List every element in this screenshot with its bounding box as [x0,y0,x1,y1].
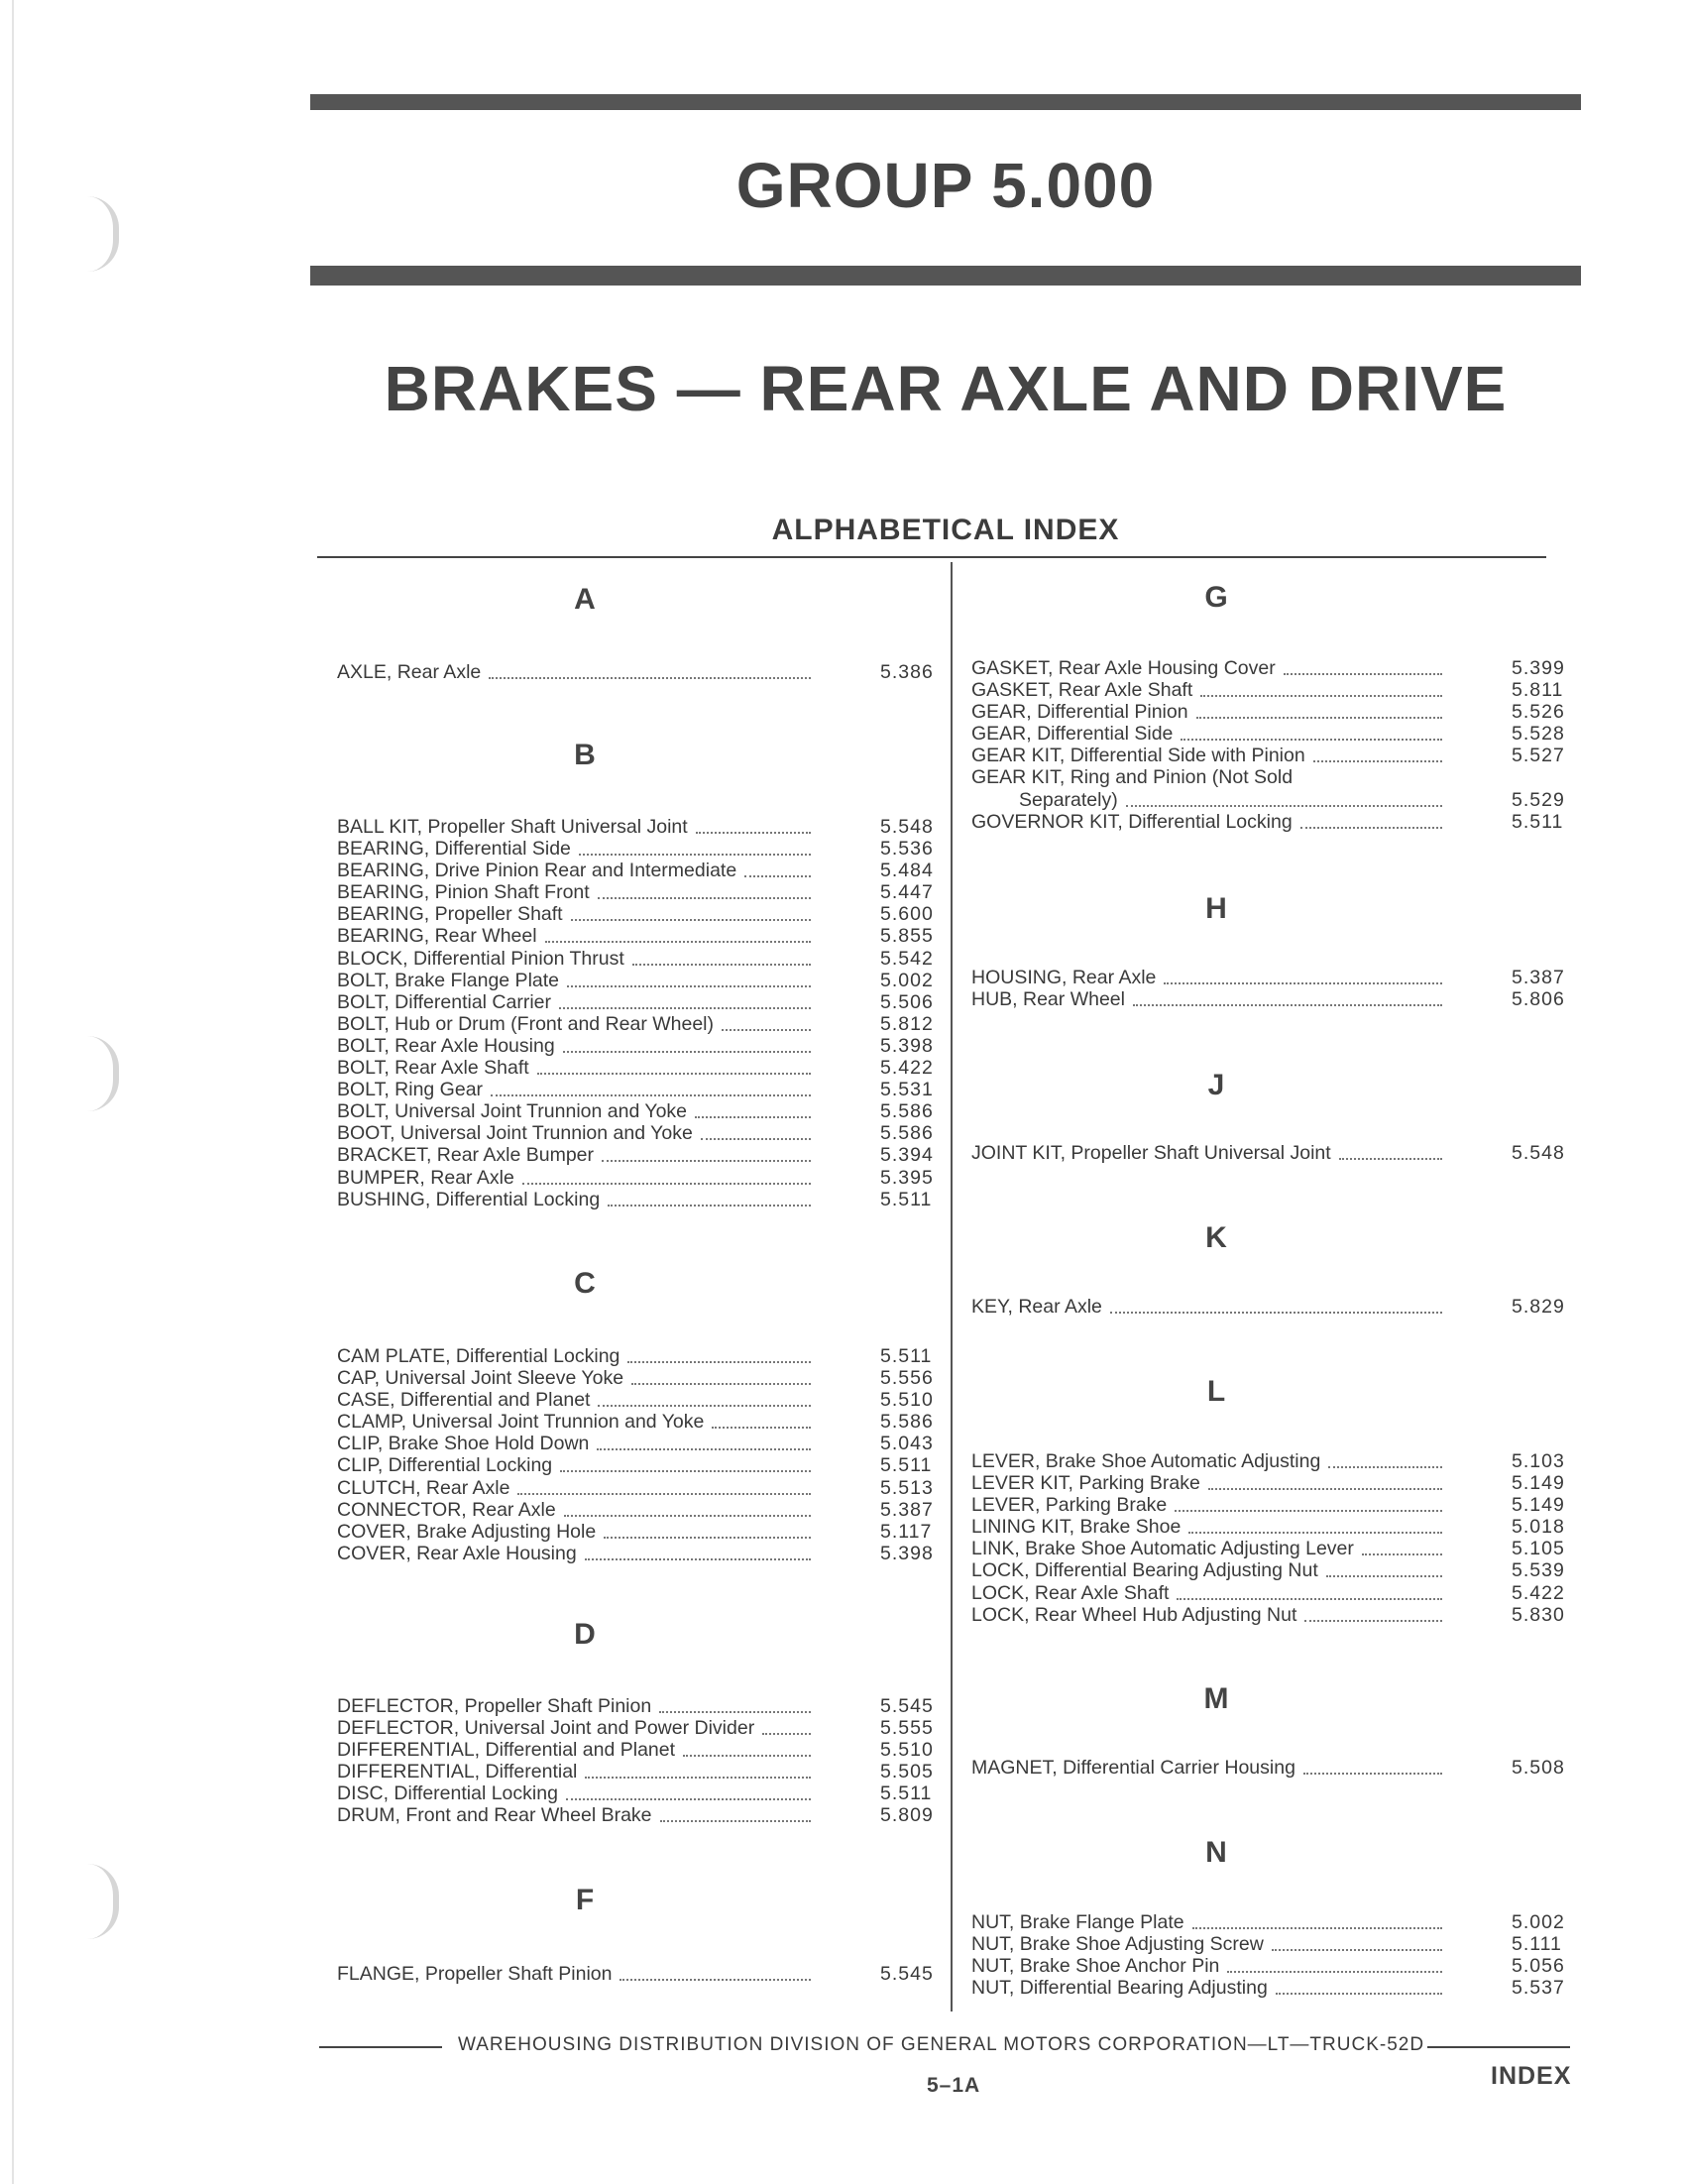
entry-page: 5.117 [880,1520,933,1543]
entry-label: LEVER, Parking Brake [971,1494,1168,1517]
index-entry [971,1604,1581,1626]
column-divider [951,562,953,2012]
footer-rule-left [319,2046,442,2048]
entry-label: GASKET, Rear Axle Shaft [971,679,1193,702]
leader-dots [1272,1933,1442,1951]
entry-page: 5.398 [880,1034,934,1057]
entry-label: DEFLECTOR, Universal Joint and Power Divider [337,1717,755,1740]
entry-label: BEARING, Differential Side [337,838,571,861]
entry-page: 5.830 [1512,1603,1565,1626]
section-letter-n: N [1205,1836,1227,1869]
entry-page: 5.586 [880,1411,934,1434]
entry-page: 5.395 [880,1166,934,1189]
leader-dots [1227,1955,1442,1973]
entry-label: NUT, Brake Flange Plate [971,1911,1184,1933]
entry-label: BOLT, Universal Joint Trunnion and Yoke [337,1100,688,1123]
entry-page: 5.511 [880,1454,933,1477]
index-entry [337,1057,950,1079]
entry-label: GEAR KIT, Ring and Pinion (Not Sold [971,766,1294,789]
entry-list [337,1963,950,1985]
entry-page: 5.484 [880,860,934,882]
entry-page: 5.105 [1512,1538,1565,1560]
entry-label: NUT, Brake Shoe Adjusting Screw [971,1933,1264,1956]
entry-label: BALL KIT, Propeller Shaft Universal Joint [337,816,688,838]
entry-page: 5.829 [1512,1296,1565,1318]
index-entry [971,988,1581,1010]
entry-page: 5.510 [880,1739,934,1762]
leader-dots [559,991,811,1009]
entry-label: BOLT, Hub or Drum (Front and Rear Wheel) [337,1012,715,1035]
leader-dots [585,1543,811,1560]
leader-dots [579,838,811,856]
index-entry [337,1389,950,1411]
leader-dots [631,1367,811,1385]
index-entry [337,1695,950,1717]
section-letter-b: B [574,739,596,771]
index-entry [337,1477,950,1499]
entry-label: GASKET, Rear Axle Housing Cover [971,657,1276,679]
entry-page: 5.811 [1512,679,1564,702]
index-entry [971,1472,1581,1494]
index-entry [337,903,950,925]
entry-list [337,816,950,1210]
leader-dots [683,1739,811,1757]
index-entry [337,1100,950,1122]
leader-dots [608,1189,811,1207]
index-entry [337,1454,950,1476]
index-entry [337,1717,950,1739]
index-entry [337,1433,950,1454]
entry-page: 5.600 [880,903,934,926]
entry-label: BUMPER, Rear Axle [337,1166,514,1189]
entry-list [971,967,1581,1010]
entry-page: 5.399 [1512,657,1565,679]
section-letter-m: M [1203,1682,1229,1715]
leader-dots [1126,789,1442,807]
leader-dots [1362,1538,1442,1555]
index-entry [971,1516,1581,1538]
binder-hole-mark [87,1864,119,1939]
entry-page: 5.537 [1512,1977,1565,2000]
entry-label: GEAR, Differential Side [971,723,1174,746]
entry-page: 5.806 [1512,988,1565,1011]
index-entry [337,948,950,970]
entry-page: 5.394 [880,1144,934,1167]
leader-dots [659,1695,811,1713]
entry-label: LOCK, Rear Axle Shaft [971,1581,1170,1604]
entry-list [337,1345,950,1564]
index-entry [337,860,950,881]
entry-page: 5.586 [880,1100,934,1123]
leader-dots [1284,657,1442,675]
entry-list [337,1695,950,1827]
leader-dots [560,1454,811,1472]
leader-dots [1300,811,1442,829]
index-entry [337,1345,950,1367]
index-entry [971,701,1581,723]
entry-list [337,661,950,683]
leader-dots [696,816,811,834]
leader-dots [489,661,811,679]
index-entry [337,991,950,1013]
entry-label: BOLT, Rear Axle Shaft [337,1057,529,1080]
entry-label: DEFLECTOR, Propeller Shaft Pinion [337,1695,652,1717]
leader-dots [1328,1450,1442,1468]
leader-dots [712,1411,811,1429]
entry-label: BEARING, Propeller Shaft [337,903,563,926]
entry-page: 5.002 [880,969,934,991]
entry-label: BOLT, Brake Flange Plate [337,969,560,991]
binder-hole-mark [87,196,119,272]
entry-label: LOCK, Rear Wheel Hub Adjusting Nut [971,1603,1297,1626]
entry-page: 5.422 [880,1057,934,1080]
entry-page: 5.511 [1512,810,1564,833]
entry-page: 5.505 [880,1761,934,1783]
entry-label: HUB, Rear Wheel [971,988,1125,1011]
leader-dots [1175,1494,1442,1512]
entry-page: 5.111 [1512,1933,1562,1956]
index-entry [337,1079,950,1100]
leader-dots [722,1013,811,1031]
entry-label: BRACKET, Rear Axle Bumper [337,1144,595,1167]
index-title: ALPHABETICAL INDEX [771,514,1120,546]
index-entry [337,1761,950,1782]
entry-label: MAGNET, Differential Carrier Housing [971,1757,1295,1779]
entry-page: 5.809 [880,1804,934,1827]
entry-label: NUT, Brake Shoe Anchor Pin [971,1955,1220,1978]
entry-label: AXLE, Rear Axle [337,661,482,683]
leader-dots [491,1079,811,1096]
index-entry [971,1559,1581,1581]
leader-dots [1200,679,1442,697]
entry-page: 5.149 [1512,1494,1565,1517]
index-entry [971,1955,1581,1977]
index-entry [337,970,950,991]
index-entry [971,1582,1581,1604]
entry-page: 5.586 [880,1122,934,1145]
entry-label: DIFFERENTIAL, Differential [337,1761,578,1783]
entry-label: CAM PLATE, Differential Locking [337,1345,620,1367]
entry-label: BEARING, Rear Wheel [337,925,537,948]
leader-dots [1303,1757,1442,1775]
entry-page: 5.539 [1512,1559,1565,1582]
entry-label: FLANGE, Propeller Shaft Pinion [337,1963,613,1985]
index-entry [971,766,1581,788]
entry-label: DISC, Differential Locking [337,1782,558,1805]
entry-label: DIFFERENTIAL, Differential and Planet [337,1739,676,1762]
index-entry [337,1411,950,1433]
leader-dots [537,1057,811,1075]
entry-page: 5.422 [1512,1581,1565,1604]
leader-dots [563,1035,811,1053]
entry-page: 5.386 [880,661,934,683]
index-entry [337,1521,950,1543]
leader-dots [1164,967,1442,984]
index-entry [971,657,1581,679]
entry-page: 5.510 [880,1389,934,1412]
entry-page: 5.511 [880,1345,933,1367]
entry-page: 5.556 [880,1367,934,1390]
leader-dots [564,1499,811,1517]
leader-dots [632,948,811,966]
leader-dots [1339,1142,1442,1160]
entry-page: 5.508 [1512,1757,1565,1779]
entry-page: 5.149 [1512,1472,1565,1495]
entry-label: LINK, Brake Shoe Automatic Adjusting Lever [971,1538,1354,1560]
index-entry [971,1977,1581,1999]
leader-dots [598,881,811,899]
index-entry [337,1804,950,1826]
index-entry [337,1499,950,1521]
index-entry [971,1450,1581,1472]
leader-dots [660,1804,811,1822]
entry-label: BOLT, Differential Carrier [337,990,552,1013]
entry-list [971,1911,1581,1999]
section-letter-j: J [1207,1069,1225,1101]
leader-dots [567,970,811,987]
index-entry [337,925,950,947]
entry-page: 5.531 [880,1079,934,1101]
entry-list [971,1142,1581,1164]
entry-label: LINING KIT, Brake Shoe [971,1516,1182,1539]
leader-dots [517,1477,811,1495]
entry-page: 5.545 [880,1963,934,1985]
header-bar-top [310,94,1581,110]
footer-rule-right [1427,2046,1570,2048]
entry-label: LOCK, Differential Bearing Adjusting Nut [971,1559,1318,1582]
index-entry [971,1757,1581,1779]
section-letter-f: F [575,1884,595,1916]
index-entry [337,1167,950,1189]
index-entry [971,679,1581,701]
entry-page: 5.103 [1512,1450,1565,1472]
leader-dots [1133,988,1442,1006]
leader-dots [619,1963,811,1981]
leader-dots [695,1100,811,1118]
index-entry [971,723,1581,745]
section-letter-c: C [574,1267,596,1300]
entry-label: BEARING, Drive Pinion Rear and Intermediate [337,860,737,882]
leader-dots [597,1433,811,1450]
entry-label: GOVERNOR KIT, Differential Locking [971,810,1293,833]
entry-list [971,1757,1581,1779]
entry-page: 5.855 [880,925,934,948]
index-entry [971,1911,1581,1933]
entry-page: 5.545 [880,1695,934,1717]
index-entry [337,1122,950,1144]
leader-dots [1208,1472,1442,1490]
section-letter-a: A [574,583,596,616]
entry-page: 5.511 [880,1782,933,1805]
section-letter-k: K [1205,1221,1227,1254]
leader-dots [627,1345,811,1363]
section-letter-l: L [1206,1375,1226,1408]
leader-dots [598,1389,811,1407]
index-entry [337,1189,950,1210]
index-entry [971,745,1581,766]
leader-dots [1276,1977,1442,1995]
section-letter-g: G [1204,581,1228,614]
entry-page: 5.002 [1512,1911,1565,1933]
index-entry [337,1013,950,1035]
entry-label: BOLT, Ring Gear [337,1079,484,1101]
index-entry [337,661,950,683]
entry-label: BUSHING, Differential Locking [337,1188,601,1210]
entry-label: CASE, Differential and Planet [337,1389,591,1412]
entry-label: BEARING, Pinion Shaft Front [337,881,590,904]
index-entry [337,1035,950,1057]
leader-dots [701,1122,811,1140]
entry-page: 5.548 [880,816,934,838]
leader-dots [602,1144,811,1162]
entry-page: 5.555 [880,1717,934,1740]
index-entry [337,881,950,903]
leader-dots [1196,701,1442,719]
index-entry [337,1144,950,1166]
index-entry [971,967,1581,988]
index-entry [337,1782,950,1804]
entry-page: 5.513 [880,1476,934,1499]
entry-label: Separately) [1019,788,1118,811]
leader-dots [566,1782,811,1800]
leader-dots [1192,1911,1442,1929]
leader-dots [604,1521,811,1539]
leader-dots [1304,1604,1442,1622]
page-number: 5–1A [927,2074,981,2097]
index-entry [337,1963,950,1985]
entry-page: 5.536 [880,838,934,861]
entry-label: LEVER KIT, Parking Brake [971,1472,1200,1495]
leader-dots [1326,1559,1442,1577]
entry-label: GEAR KIT, Differential Side with Pinion [971,745,1305,767]
entry-page: 5.528 [1512,723,1565,746]
section-title: BRAKES — REAR AXLE AND DRIVE [384,353,1508,424]
section-letter-h: H [1205,892,1227,925]
entry-label: COVER, Brake Adjusting Hole [337,1520,597,1543]
entry-page: 5.387 [1512,967,1565,988]
entry-label: BOLT, Rear Axle Housing [337,1034,555,1057]
index-entry [337,1739,950,1761]
entry-page: 5.529 [1512,788,1565,811]
entry-page: 5.506 [880,990,934,1013]
index-entry [971,1538,1581,1559]
entry-page: 5.447 [880,881,934,904]
footer-text: WAREHOUSING DISTRIBUTION DIVISION OF GENERAL MOTORS CORPORATION—LT—TRUCK-52D [458,2034,1425,2055]
entry-label: COVER, Rear Axle Housing [337,1542,577,1564]
group-title: GROUP 5.000 [735,150,1156,221]
header-bar-bottom [310,266,1581,286]
entry-label: KEY, Rear Axle [971,1296,1102,1318]
entry-label: BOOT, Universal Joint Trunnion and Yoke [337,1122,693,1145]
leader-dots [762,1717,811,1735]
entry-label: NUT, Differential Bearing Adjusting [971,1977,1268,2000]
entry-page: 5.387 [880,1498,934,1521]
leader-dots [545,925,811,943]
entry-label: GEAR, Differential Pinion [971,701,1188,724]
entry-page: 5.548 [1512,1142,1565,1164]
entry-page: 5.398 [880,1542,934,1564]
entry-label: BLOCK, Differential Pinion Thrust [337,947,624,970]
entry-label: JOINT KIT, Propeller Shaft Universal Joint [971,1142,1331,1164]
entry-label: CLIP, Differential Locking [337,1454,553,1477]
leader-dots [1188,1516,1442,1534]
entry-label: CLAMP, Universal Joint Trunnion and Yoke [337,1411,705,1434]
index-rule [317,556,1546,558]
page-label: INDEX [1491,2062,1572,2090]
leader-dots [571,903,811,921]
entry-page: 5.812 [880,1012,934,1035]
section-letter-d: D [574,1618,596,1651]
index-entry [337,816,950,838]
leader-dots [522,1167,811,1185]
entry-list [971,657,1581,833]
entry-page: 5.527 [1512,745,1565,767]
entry-page: 5.018 [1512,1516,1565,1539]
leader-dots [1177,1582,1442,1600]
entry-label: CAP, Universal Joint Sleeve Yoke [337,1367,624,1390]
entry-page: 5.511 [880,1188,933,1210]
index-entry [337,1367,950,1389]
entry-page: 5.043 [880,1433,934,1455]
entry-page: 5.056 [1512,1955,1565,1978]
leader-dots [585,1761,811,1779]
index-entry [971,789,1581,811]
index-entry [971,1142,1581,1164]
page-edge [12,0,14,2184]
index-entry [337,1543,950,1564]
entry-label: CLIP, Brake Shoe Hold Down [337,1433,590,1455]
index-entry [971,1296,1581,1318]
entry-label: CONNECTOR, Rear Axle [337,1498,556,1521]
entry-label: LEVER, Brake Shoe Automatic Adjusting [971,1450,1321,1472]
leader-dots [1110,1296,1442,1314]
entry-page: 5.542 [880,947,934,970]
leader-dots [744,860,811,877]
binder-hole-mark [87,1036,119,1111]
index-entry [337,838,950,860]
entry-list [971,1450,1581,1626]
index-entry [971,1933,1581,1955]
index-entry [971,1494,1581,1516]
entry-label: HOUSING, Rear Axle [971,967,1157,988]
index-entry [971,811,1581,833]
entry-label: DRUM, Front and Rear Wheel Brake [337,1804,652,1827]
leader-dots [1181,723,1442,741]
entry-list [971,1296,1581,1318]
entry-label: CLUTCH, Rear Axle [337,1476,510,1499]
leader-dots [1313,745,1442,762]
entry-page: 5.526 [1512,701,1565,724]
